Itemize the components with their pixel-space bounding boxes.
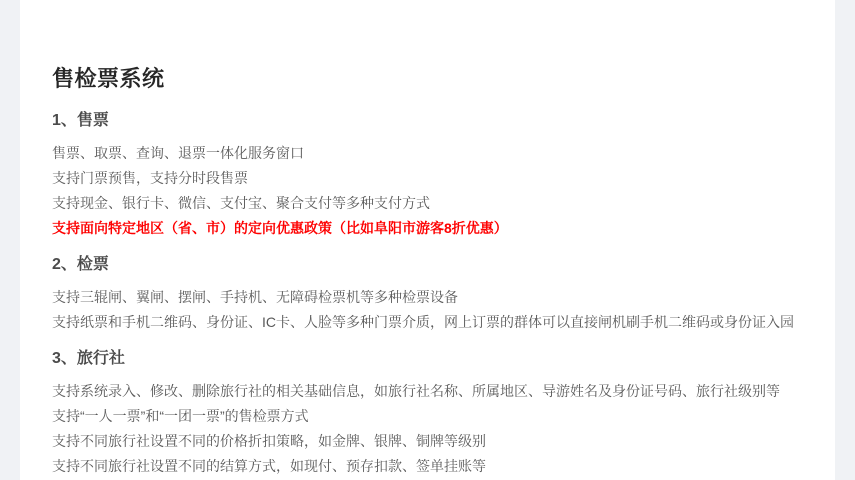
document-section — [52, 254, 815, 335]
sections-container — [52, 110, 815, 479]
body-line: 支持现金、银行卡、微信、支付宝、聚合支付等多种支付方式 — [52, 195, 430, 211]
body-line: 支持“一人一票”和“一团一票”的售检票方式 — [52, 408, 309, 424]
document-content — [20, 0, 835, 480]
body-line: 支持纸票和手机二维码、身份证、IC卡、人脸等多种门票介质，网上订票的群体可以直接闸机刷手机二维码或身份证入园 — [52, 314, 794, 330]
body-line: 支持门票预售，支持分时段售票 — [52, 170, 248, 186]
body-line: 支持系统录入、修改、删除旅行社的相关基础信息，如旅行社名称、所属地区、导游姓名及身份证号码、旅行社级别等 — [52, 383, 780, 399]
section-heading: 1、售票 — [52, 112, 109, 129]
page-title: 售检票系统 — [52, 66, 165, 91]
left-gutter — [0, 0, 20, 480]
document-section — [52, 110, 815, 241]
body-line-highlighted: 支持面向特定地区（省、市）的定向优惠政策（比如阜阳市游客8折优惠） — [52, 220, 508, 236]
section-heading: 2、检票 — [52, 256, 109, 273]
body-line: 售票、取票、查询、退票一体化服务窗口 — [52, 145, 304, 161]
body-line: 支持三辊闸、翼闸、摆闸、手持机、无障碍检票机等多种检票设备 — [52, 289, 458, 305]
body-line: 支持不同旅行社设置不同的价格折扣策略，如金牌、银牌、铜牌等级别 — [52, 433, 486, 449]
section-heading: 3、旅行社 — [52, 350, 125, 367]
body-line: 支持不同旅行社设置不同的结算方式，如现付、预存扣款、签单挂账等 — [52, 458, 486, 474]
document-section — [52, 348, 815, 479]
right-gutter — [835, 0, 855, 480]
